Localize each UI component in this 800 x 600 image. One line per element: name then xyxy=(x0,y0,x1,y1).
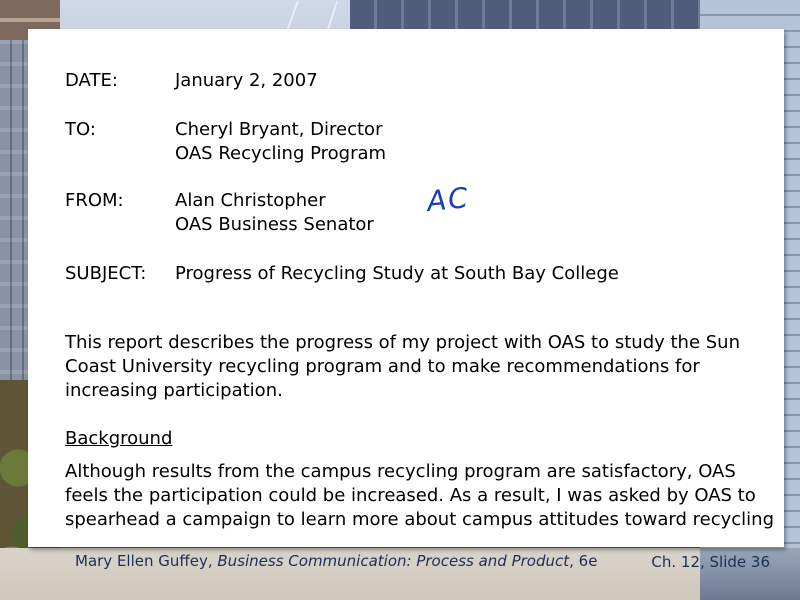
handwritten-initials: AC xyxy=(425,180,472,219)
footer-author: Mary Ellen Guffey, xyxy=(75,552,218,570)
subject-row xyxy=(65,262,619,286)
subject-value: Progress of Recycling Study at South Bay College xyxy=(175,263,619,284)
background-paragraph: Although results from the campus recycling program are satisfactory, OAS feels the participation could be increased. As a result, I was asked by OAS to spearhead a campaign to learn more about campus attitudes toward recycling xyxy=(65,461,775,530)
from-title: OAS Business Senator xyxy=(175,214,374,235)
footer-book-title: Business Communication: Process and Product xyxy=(217,552,570,570)
intro-paragraph: This report describes the progress of my project with OAS to study the Sun Coast University recycling program and to make recommendations for increasing participation. xyxy=(65,332,740,401)
footer-edition: , 6e xyxy=(569,552,598,570)
section-heading: Background xyxy=(65,428,173,449)
memo-panel xyxy=(28,29,784,547)
to-row xyxy=(65,118,383,142)
from-label: FROM: xyxy=(65,190,124,211)
from-row xyxy=(65,189,326,213)
date-label: DATE: xyxy=(65,70,118,91)
to-program: OAS Recycling Program xyxy=(175,143,387,164)
date-value: January 2, 2007 xyxy=(175,70,318,91)
to-recipient: Cheryl Bryant, Director xyxy=(175,119,383,140)
subject-label: SUBJECT: xyxy=(65,263,147,284)
footer-citation xyxy=(75,552,597,570)
to-label: TO: xyxy=(65,119,96,140)
slide-number: Ch. 12, Slide 36 xyxy=(651,553,770,571)
from-sender: Alan Christopher xyxy=(175,190,326,211)
date-row xyxy=(65,69,318,93)
